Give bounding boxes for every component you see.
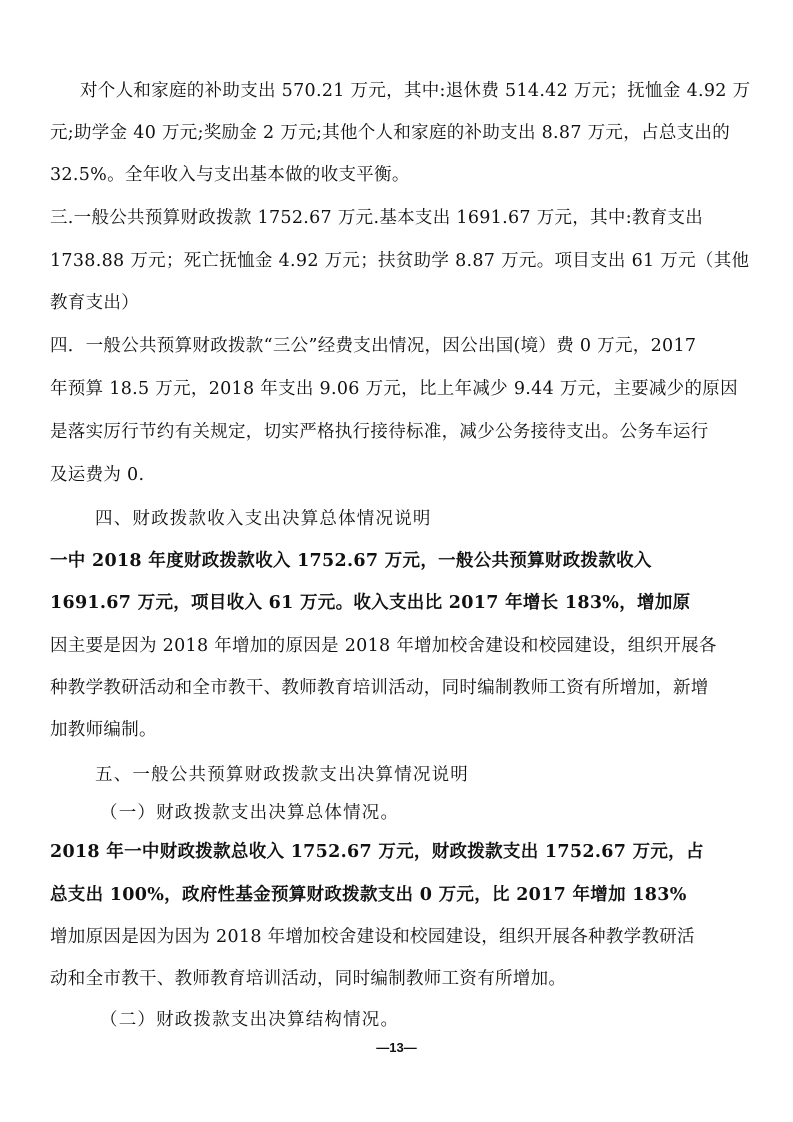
paragraph-line: 一中 2018 年度财政拨款收入 1752.67 万元，一般公共预算财政拨款收入 <box>50 551 652 571</box>
paragraph-line: 三.一般公共预算财政拨款 1752.67 万元.基本支出 1691.67 万元，其中:教育支出 <box>50 208 704 228</box>
paragraph-line: 32.5%。全年收入与支出基本做的收支平衡。 <box>50 165 410 185</box>
paragraph-line: 加教师编制。 <box>50 720 157 740</box>
paragraph-line: 是落实厉行节约有关规定，切实严格执行接待标准，减少公务接待支出。公务车运行 <box>50 422 709 442</box>
subsection-heading: （一）财政拨款支出决算总体情况。 <box>100 803 400 823</box>
paragraph-line: 动和全市教干、教师教育培训活动，同时编制教师工资有所增加。 <box>50 969 567 989</box>
paragraph-line: 及运费为 0. <box>50 465 145 485</box>
paragraph-line: 年预算 18.5 万元，2018 年支出 9.06 万元，比上年减少 9.44 万元，主要减少的原因 <box>50 379 738 399</box>
paragraph-line: 1691.67 万元，项目收入 61 万元。收入支出比 2017 年增长 183%，增加原 <box>50 593 691 613</box>
paragraph-line: 种教学教研活动和全市教干、教师教育培训活动，同时编制教师工资有所增加，新增 <box>50 678 709 698</box>
section-heading: 五、一般公共预算财政拨款支出决算情况说明 <box>95 765 469 785</box>
page-number: —13— <box>376 1040 417 1055</box>
paragraph-line: 增加原因是因为因为 2018 年增加校舍建设和校园建设，组织开展各种教学教研活 <box>50 927 695 947</box>
paragraph-line: 2018 年一中财政拨款总收入 1752.67 万元，财政拨款支出 1752.67 万元，占 <box>50 842 704 862</box>
section-heading: 四、财政拨款收入支出决算总体情况说明 <box>95 509 432 529</box>
paragraph-line: 总支出 100%，政府性基金预算财政拨款支出 0 万元，比 2017 年增加 183% <box>50 885 687 905</box>
paragraph-line: 对个人和家庭的补助支出 570.21 万元，其中:退休费 514.42 万元；抚恤金 4.92 万 <box>80 81 751 101</box>
paragraph-line: 1738.88 万元；死亡抚恤金 4.92 万元；扶贫助学 8.87 万元。项目支出 61 万元（其他 <box>50 251 750 271</box>
subsection-heading: （二）财政拨款支出决算结构情况。 <box>100 1010 400 1030</box>
paragraph-line: 教育支出） <box>50 293 139 313</box>
paragraph-line: 因主要是因为 2018 年增加的原因是 2018 年增加校舍建设和校园建设，组织开展各 <box>50 636 717 656</box>
paragraph-line: 四．一般公共预算财政拨款“三公”经费支出情况，因公出国(境）费 0 万元，2017 <box>50 336 697 356</box>
paragraph-line: 元;助学金 40 万元;奖励金 2 万元;其他个人和家庭的补助支出 8.87 万元，占总支出的 <box>50 123 731 143</box>
